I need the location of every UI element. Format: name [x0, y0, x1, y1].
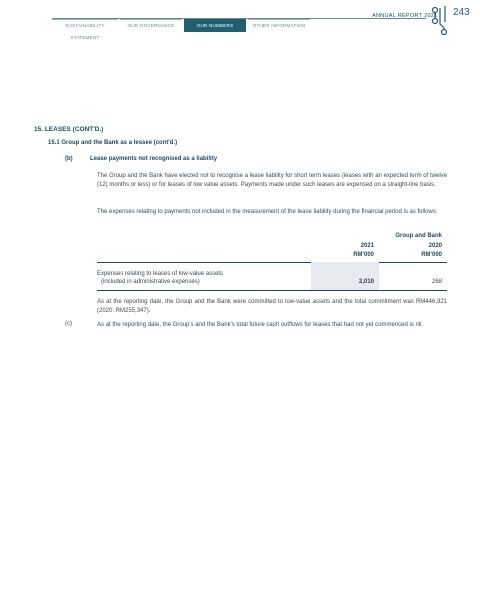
report-title: ANNUAL REPORT 2021 [372, 13, 438, 19]
table-value-2021: 2,010 [358, 279, 374, 285]
table-bottom-rule [97, 290, 447, 291]
circuit-icon [430, 6, 450, 36]
page-header [0, 0, 480, 40]
table-row-label: Expenses relating to leases of low-value assets [97, 271, 224, 277]
table-2021-shading [311, 262, 379, 290]
section-heading: 15. LEASES (CONT'D.) [34, 126, 104, 133]
subsection-heading: 15.1 Group and the Bank as a lessee (cont'd.) [48, 140, 178, 146]
table-group-header: Group and Bank [395, 233, 442, 239]
table-unit-2020: RM'000 [421, 252, 442, 258]
table-unit-2021: RM'000 [353, 252, 374, 258]
tab-sustainability-statement[interactable]: SUSTAINABILITY STATEMENT [52, 19, 118, 32]
table-row-sublabel: (included in administrative expenses) [101, 279, 200, 285]
table-top-rule [97, 262, 447, 263]
paragraph-short-term-leases: The Group and the Bank have elected not to recognise a lease liability for short term leases (leases with an expected term of twelve (12) months or less) or for leases of low value assets. Payments made under such leases are expensed on a straight-line basis. [97, 173, 447, 188]
table-col-2021: 2021 [360, 243, 374, 249]
item-b-marker: (b) [65, 156, 73, 162]
paragraph-future-cash-outflows: As at the reporting date, the Group's and the Bank's total future cash outflows for leases that had not yet commenced is nil. [97, 322, 424, 328]
table-value-2020: 268 [431, 279, 442, 285]
paragraph-expenses-intro: The expenses relating to payments not included in the measurement of the lease liability during the financial period is as follows: [97, 209, 438, 215]
item-b-title [65, 156, 217, 162]
item-b-heading: Lease payments not recognised as a liability [90, 156, 218, 162]
tab-our-governance[interactable]: OUR GOVERNANCE [120, 19, 182, 32]
paragraph-commitment: As at the reporting date, the Group and the Bank were committed to low-value assets and the total commitment was RM446,921 (2020: RM255,347). [97, 299, 447, 314]
tab-our-numbers[interactable]: OUR NUMBERS [184, 19, 246, 32]
table-col-2020: 2020 [428, 243, 442, 249]
page-number: 243 [453, 7, 470, 18]
item-c-marker: (c) [65, 321, 72, 327]
tab-other-information[interactable]: OTHER INFORMATION [248, 19, 310, 32]
